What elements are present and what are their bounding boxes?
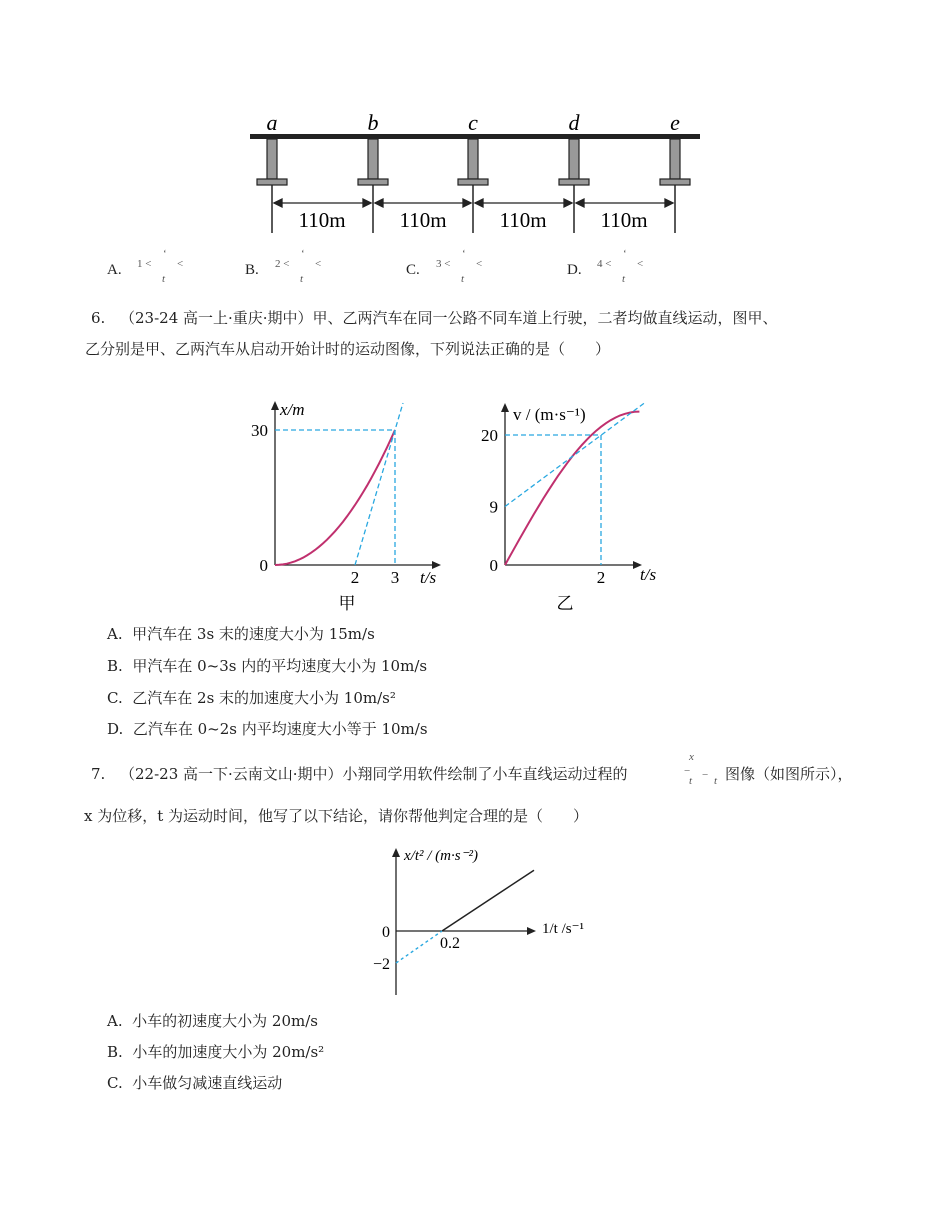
q7-inline-fraction (684, 751, 724, 791)
option-text: 小车的加速度大小为 20m/s² (132, 1043, 325, 1061)
x-axis-label: t/s (420, 568, 437, 587)
y-tick-label: 9 (489, 497, 498, 517)
frac-top: ʻ (623, 248, 627, 260)
q6-option-b[interactable] (107, 656, 427, 676)
x-tick-label: 0.2 (440, 935, 460, 952)
pier-b (358, 139, 388, 233)
x-tick-label: 3 (390, 568, 400, 587)
data-line (442, 870, 534, 931)
y-axis-arrow (392, 848, 400, 857)
option-label: A. (107, 262, 122, 278)
option-text: 甲汽车在 0~3s 内的平均速度大小为 10m/s (132, 657, 428, 675)
option-expr: 4 < (597, 258, 612, 270)
pier-a (257, 139, 287, 233)
option-label: B. (107, 1043, 123, 1061)
q5-option-c[interactable] (406, 248, 536, 290)
span-label-cd: 110m (499, 208, 547, 232)
y-tick-label: 0 (259, 556, 268, 575)
y-tick-label: 30 (251, 421, 268, 440)
y-axis-label: x/t² / (m·s⁻²) (404, 848, 478, 864)
q6-option-d[interactable] (107, 719, 428, 739)
q5-option-b[interactable] (245, 248, 375, 290)
frac-bottom: t (622, 273, 626, 285)
option-rhs: < (637, 258, 644, 270)
span-label-de: 110m (600, 208, 648, 232)
option-label: B. (107, 657, 123, 675)
x-axis-label: t/s (640, 565, 657, 584)
frac-bottom: t (461, 273, 465, 285)
option-rhs: < (177, 258, 184, 270)
option-text: 乙汽车在 2s 末的加速度大小为 10m/s² (132, 689, 396, 707)
frac-top: ʻ (301, 248, 305, 260)
q7-stem-line1a: （22-23 高一下·云南文山·期中）小翔同学用软件绘制了小车直线运动过程的 (120, 765, 628, 783)
chart-q7 (360, 838, 590, 1000)
option-label: A. (107, 1012, 123, 1030)
frac-bottom: t (689, 775, 693, 787)
option-label: B. (245, 262, 259, 278)
q6-option-c[interactable] (107, 688, 396, 708)
frac-top: ʻ (163, 248, 167, 260)
option-label: D. (567, 262, 582, 278)
pier-e (660, 139, 690, 233)
chart-jia (240, 395, 455, 620)
pier-label-c: c (468, 110, 478, 135)
pier-label-e: e (670, 110, 680, 135)
q6-stem-line2: 乙分别是甲、乙两汽车从启动开始计时的运动图像，下列说法正确的是（ ） (85, 340, 611, 358)
q7-stem-line2: x 为位移，t 为运动时间，他写了以下结论，请你帮他判定合理的是（ ） (84, 807, 589, 825)
y-axis-arrow (271, 401, 279, 410)
option-expr: 2 < (275, 258, 290, 270)
frac-bottom: t (162, 273, 166, 285)
option-label: C. (107, 689, 123, 707)
option-text: 乙汽车在 0~2s 内平均速度大小等于 10m/s (132, 720, 428, 738)
x-tick-label: 2 (350, 568, 360, 587)
x-axis-arrow (527, 927, 536, 935)
x-t-curve (275, 430, 395, 565)
pier-label-a: a (266, 110, 278, 135)
tangent-line (355, 403, 403, 565)
chart-title: 甲 (338, 594, 356, 613)
y-axis-label: x/m (280, 400, 305, 419)
y-axis-label: v / (m·s⁻¹) (513, 405, 586, 424)
option-text: 甲汽车在 3s 末的速度大小为 15m/s (132, 625, 375, 643)
option-label: C. (107, 1074, 123, 1092)
option-text: 小车的初速度大小为 20m/s (132, 1012, 318, 1030)
option-label: A. (107, 625, 123, 643)
q7-option-b[interactable] (107, 1042, 324, 1062)
q6-option-a[interactable] (107, 624, 375, 644)
q5-option-d[interactable] (567, 248, 697, 290)
frac-top: ʻ (462, 248, 466, 260)
frac-sep-2: − (702, 769, 709, 781)
q6-stem-line1: （23-24 高一上·重庆·期中）甲、乙两汽车在同一公路不同车道上行驶，二者均做直线运动，图甲、 (120, 309, 778, 327)
pier-d (559, 139, 589, 233)
option-text: 小车做匀减速直线运动 (132, 1074, 283, 1092)
option-label: D. (107, 720, 124, 738)
frac-tail: t (714, 775, 718, 787)
span-label-bc: 110m (399, 208, 447, 232)
option-label: C. (406, 262, 420, 278)
y-axis-arrow (501, 403, 509, 412)
option-expr: 3 < (436, 258, 451, 270)
pier-label-b: b (367, 110, 379, 135)
pier-c (458, 139, 488, 233)
chart-yi (475, 395, 690, 620)
frac-top: x (689, 751, 694, 763)
q7-option-c[interactable] (107, 1073, 282, 1093)
option-rhs: < (476, 258, 483, 270)
y-tick-label: −2 (372, 956, 390, 973)
frac-bottom: t (300, 273, 304, 285)
q7-number: 7. (91, 765, 106, 783)
q7-stem-line1b: 图像（如图所示）， (725, 765, 853, 783)
bridge-figure (240, 105, 710, 240)
frac-sep: − (684, 765, 691, 777)
option-expr: 1 < (137, 258, 152, 270)
pier-label-d: d (568, 110, 580, 135)
q6-number: 6. (91, 309, 106, 327)
option-rhs: < (315, 258, 322, 270)
q5-option-a[interactable] (107, 248, 237, 290)
chart-title: 乙 (556, 594, 574, 613)
q7-option-a[interactable] (107, 1011, 318, 1031)
span-label-ab: 110m (298, 208, 346, 232)
x-tick-label: 2 (596, 568, 606, 587)
y-tick-label: 20 (481, 426, 498, 445)
y-tick-label: 0 (382, 924, 390, 941)
y-tick-label: 0 (489, 556, 498, 575)
extension-line (396, 931, 442, 963)
x-axis-label: 1/t /s⁻¹ (542, 921, 585, 937)
